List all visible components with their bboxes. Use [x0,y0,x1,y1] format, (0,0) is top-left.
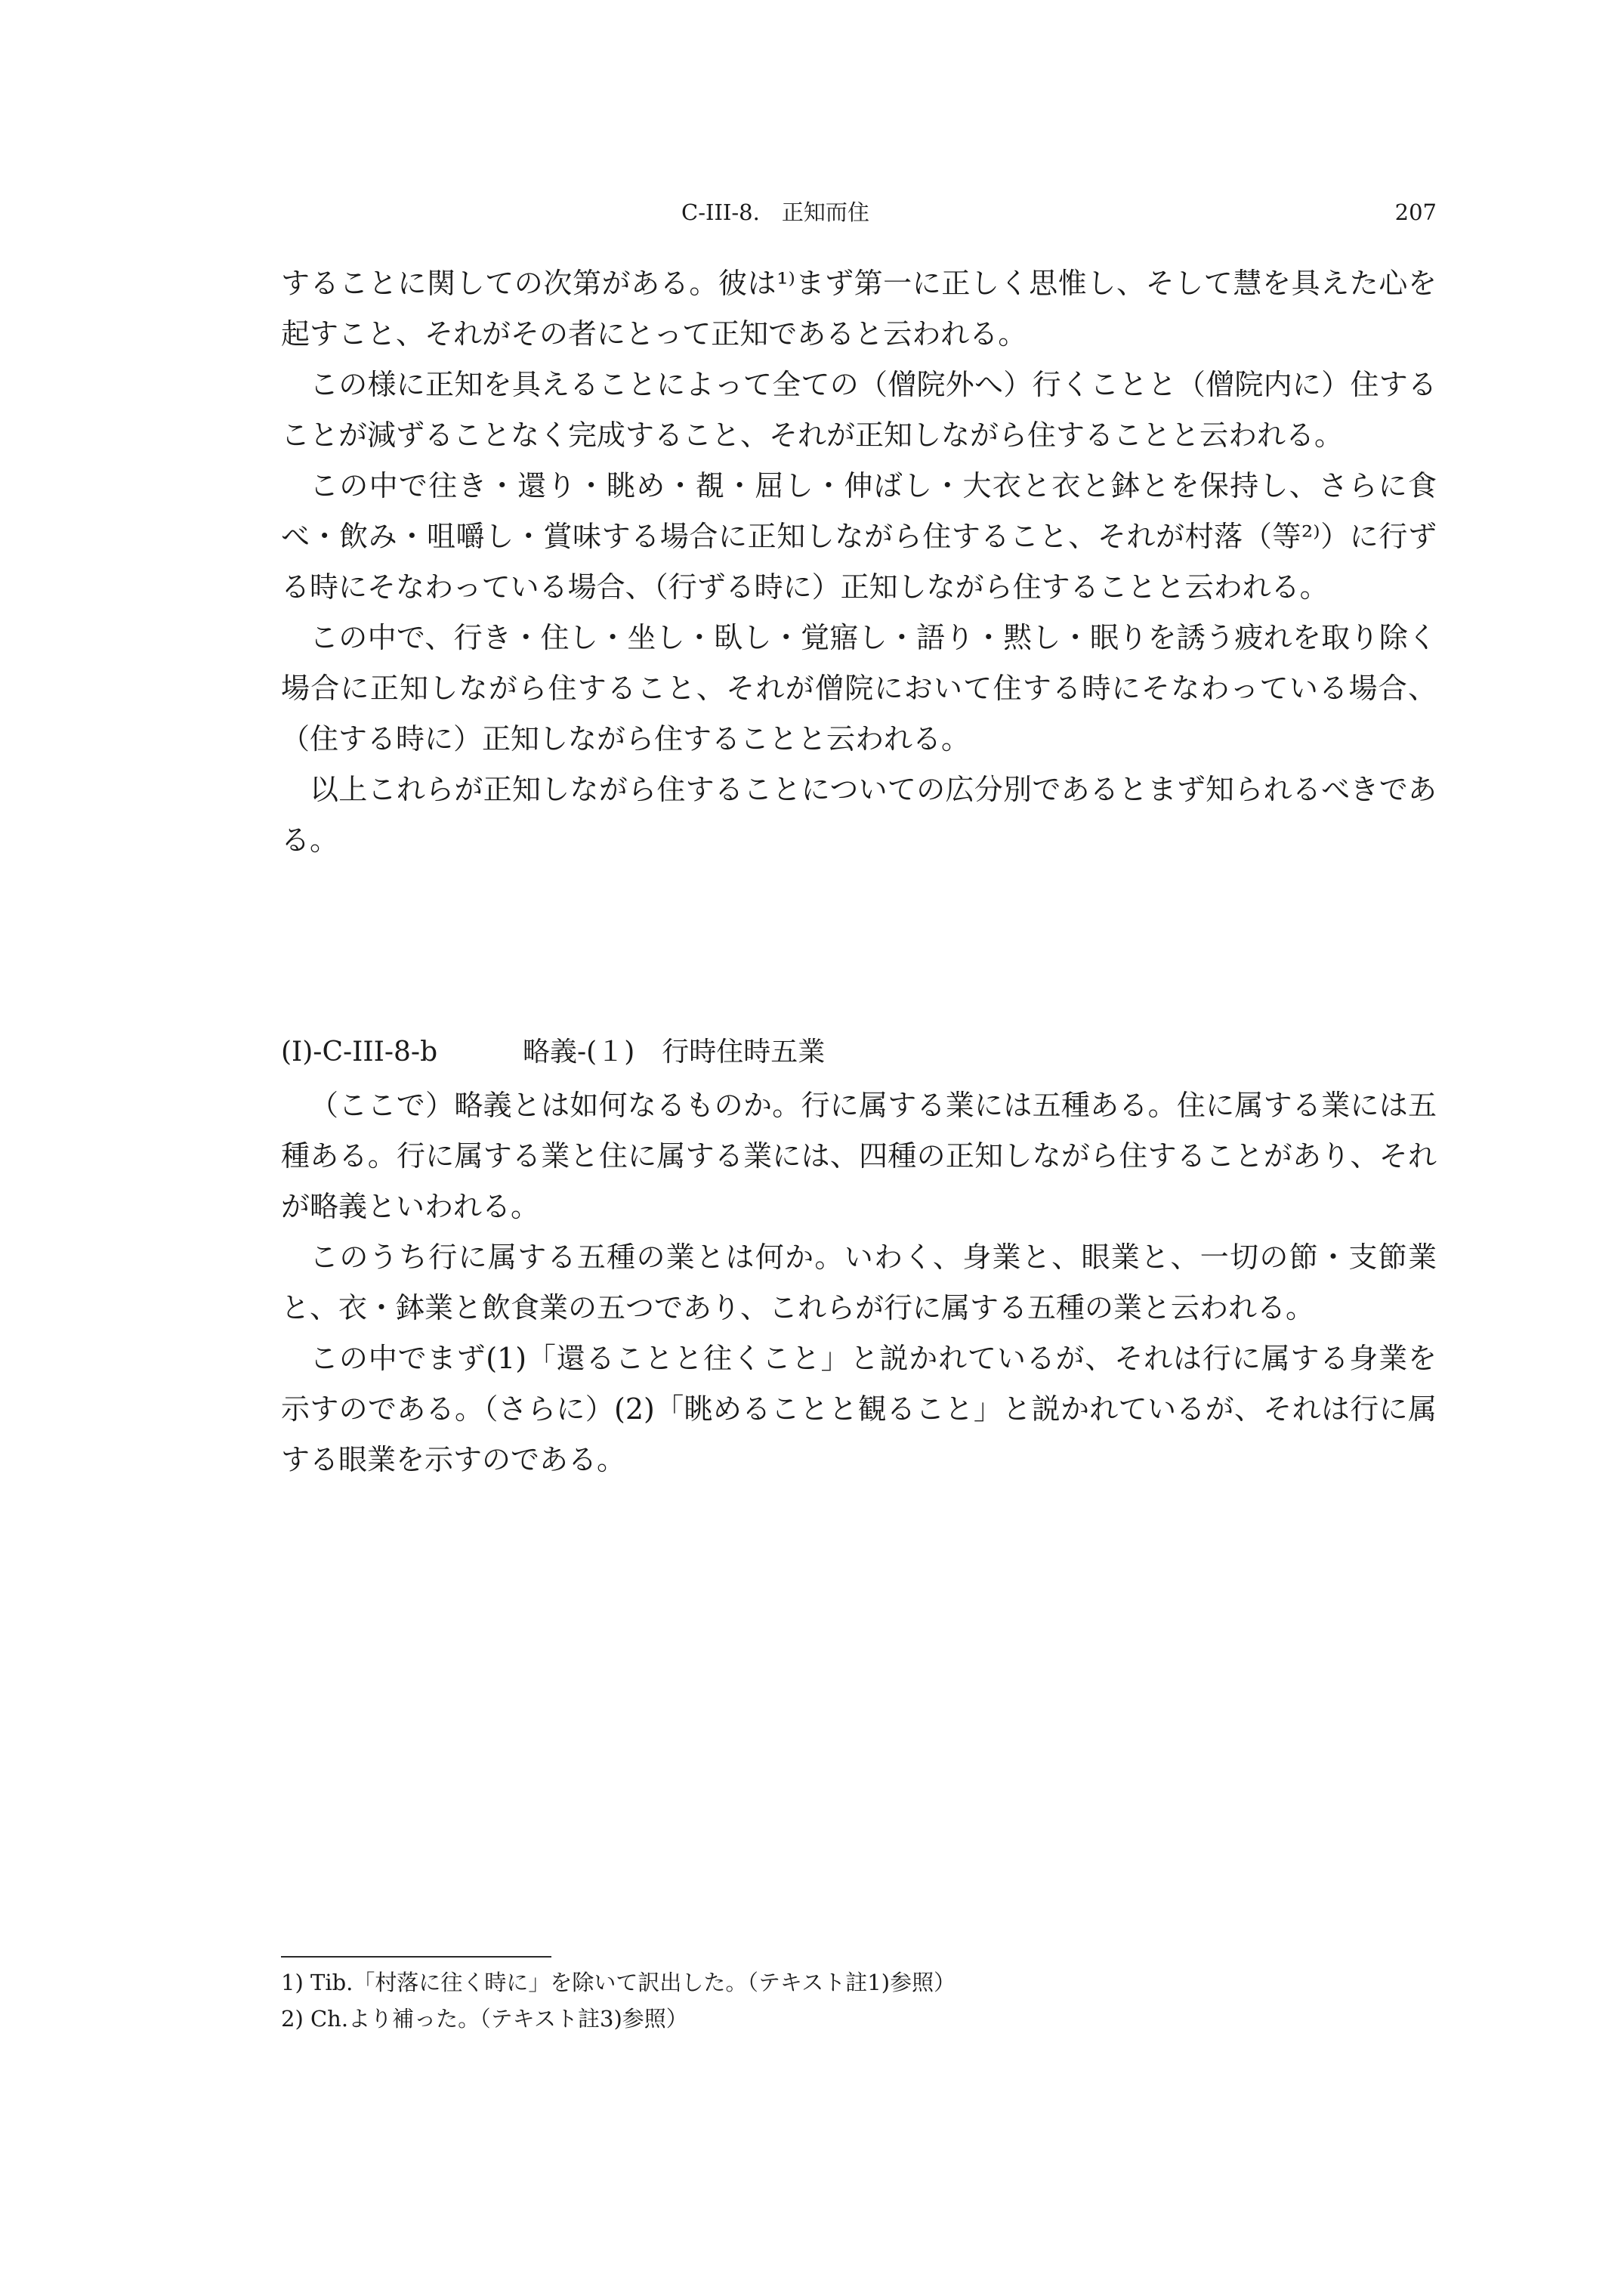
body-text-lower [281,1080,1437,1485]
header-title: C-III-8. 正知而住 [681,199,869,225]
paragraph: （ここで）略義とは如何なるものか。行に属する業には五種ある。住に属する業には五種ある。行に属する業と住に属する業には、四種の正知しながら住することがあり、それが略義といわれる。 [281,1089,1437,1223]
footnote: 1) Tib.「村落に往く時に」を除いて訳出した。（テキスト註1)参照） [281,1970,956,1995]
running-header [0,193,1624,231]
footnote: 2) Ch.より補った。（テキスト註3)参照） [281,2006,688,2032]
paragraph: この中で往き・還り・眺め・覩・屈し・伸ばし・大衣と衣と鉢とを保持し、さらに食べ・飲み・咀嚼し・賞味する場合に正知しながら住すること、それが村落（等²⁾）に行ずる時にそなわっている場合、（行ずる時に）正知しながら住することと云われる。 [281,469,1437,604]
paragraph: することに関しての次第がある。彼は¹⁾まず第一に正しく思惟し、そして慧を具えた心を起すこと、それがその者にとって正知であると云われる。 [281,267,1437,351]
paragraph: このうち行に属する五種の業とは何か。いわく、身業と、眼業と、一切の節・支節業と、衣・鉢業と飲食業の五つであり、これらが行に属する五種の業と云われる。 [281,1241,1437,1324]
section-heading [281,1031,1437,1074]
page-number: 207 [1394,199,1437,225]
paragraph: この中でまず(1)「還ることと往くこと」と説かれているが、それは行に属する身業を示すのである。（さらに）(2)「眺めることと観ること」と説かれているが、それは行に属する眼業を示すのである。 [281,1342,1437,1476]
paragraph: 以上これらが正知しながら住することについての広分別であるとまず知られるべきである。 [281,773,1437,857]
body-text-upper [281,258,1437,866]
footnotes [281,1964,1414,2037]
footnote-divider [281,1956,551,1958]
paragraph: この中で、行き・住し・坐し・臥し・覚寤し・語り・黙し・眠りを誘う疲れを取り除く場合に正知しながら住すること、それが僧院において住する時にそなわっている場合、（住する時に）正知しながら住することと云われる。 [281,621,1437,756]
section-title: 略義-(１) 行時住時五業 [523,1037,826,1068]
paragraph: この様に正知を具えることによって全ての（僧院外へ）行くことと（僧院内に）住することが減ずることなく完成すること、それが正知しながら住することと云われる。 [281,368,1437,452]
section-number: (I)-C-III-8-b [281,1037,438,1068]
